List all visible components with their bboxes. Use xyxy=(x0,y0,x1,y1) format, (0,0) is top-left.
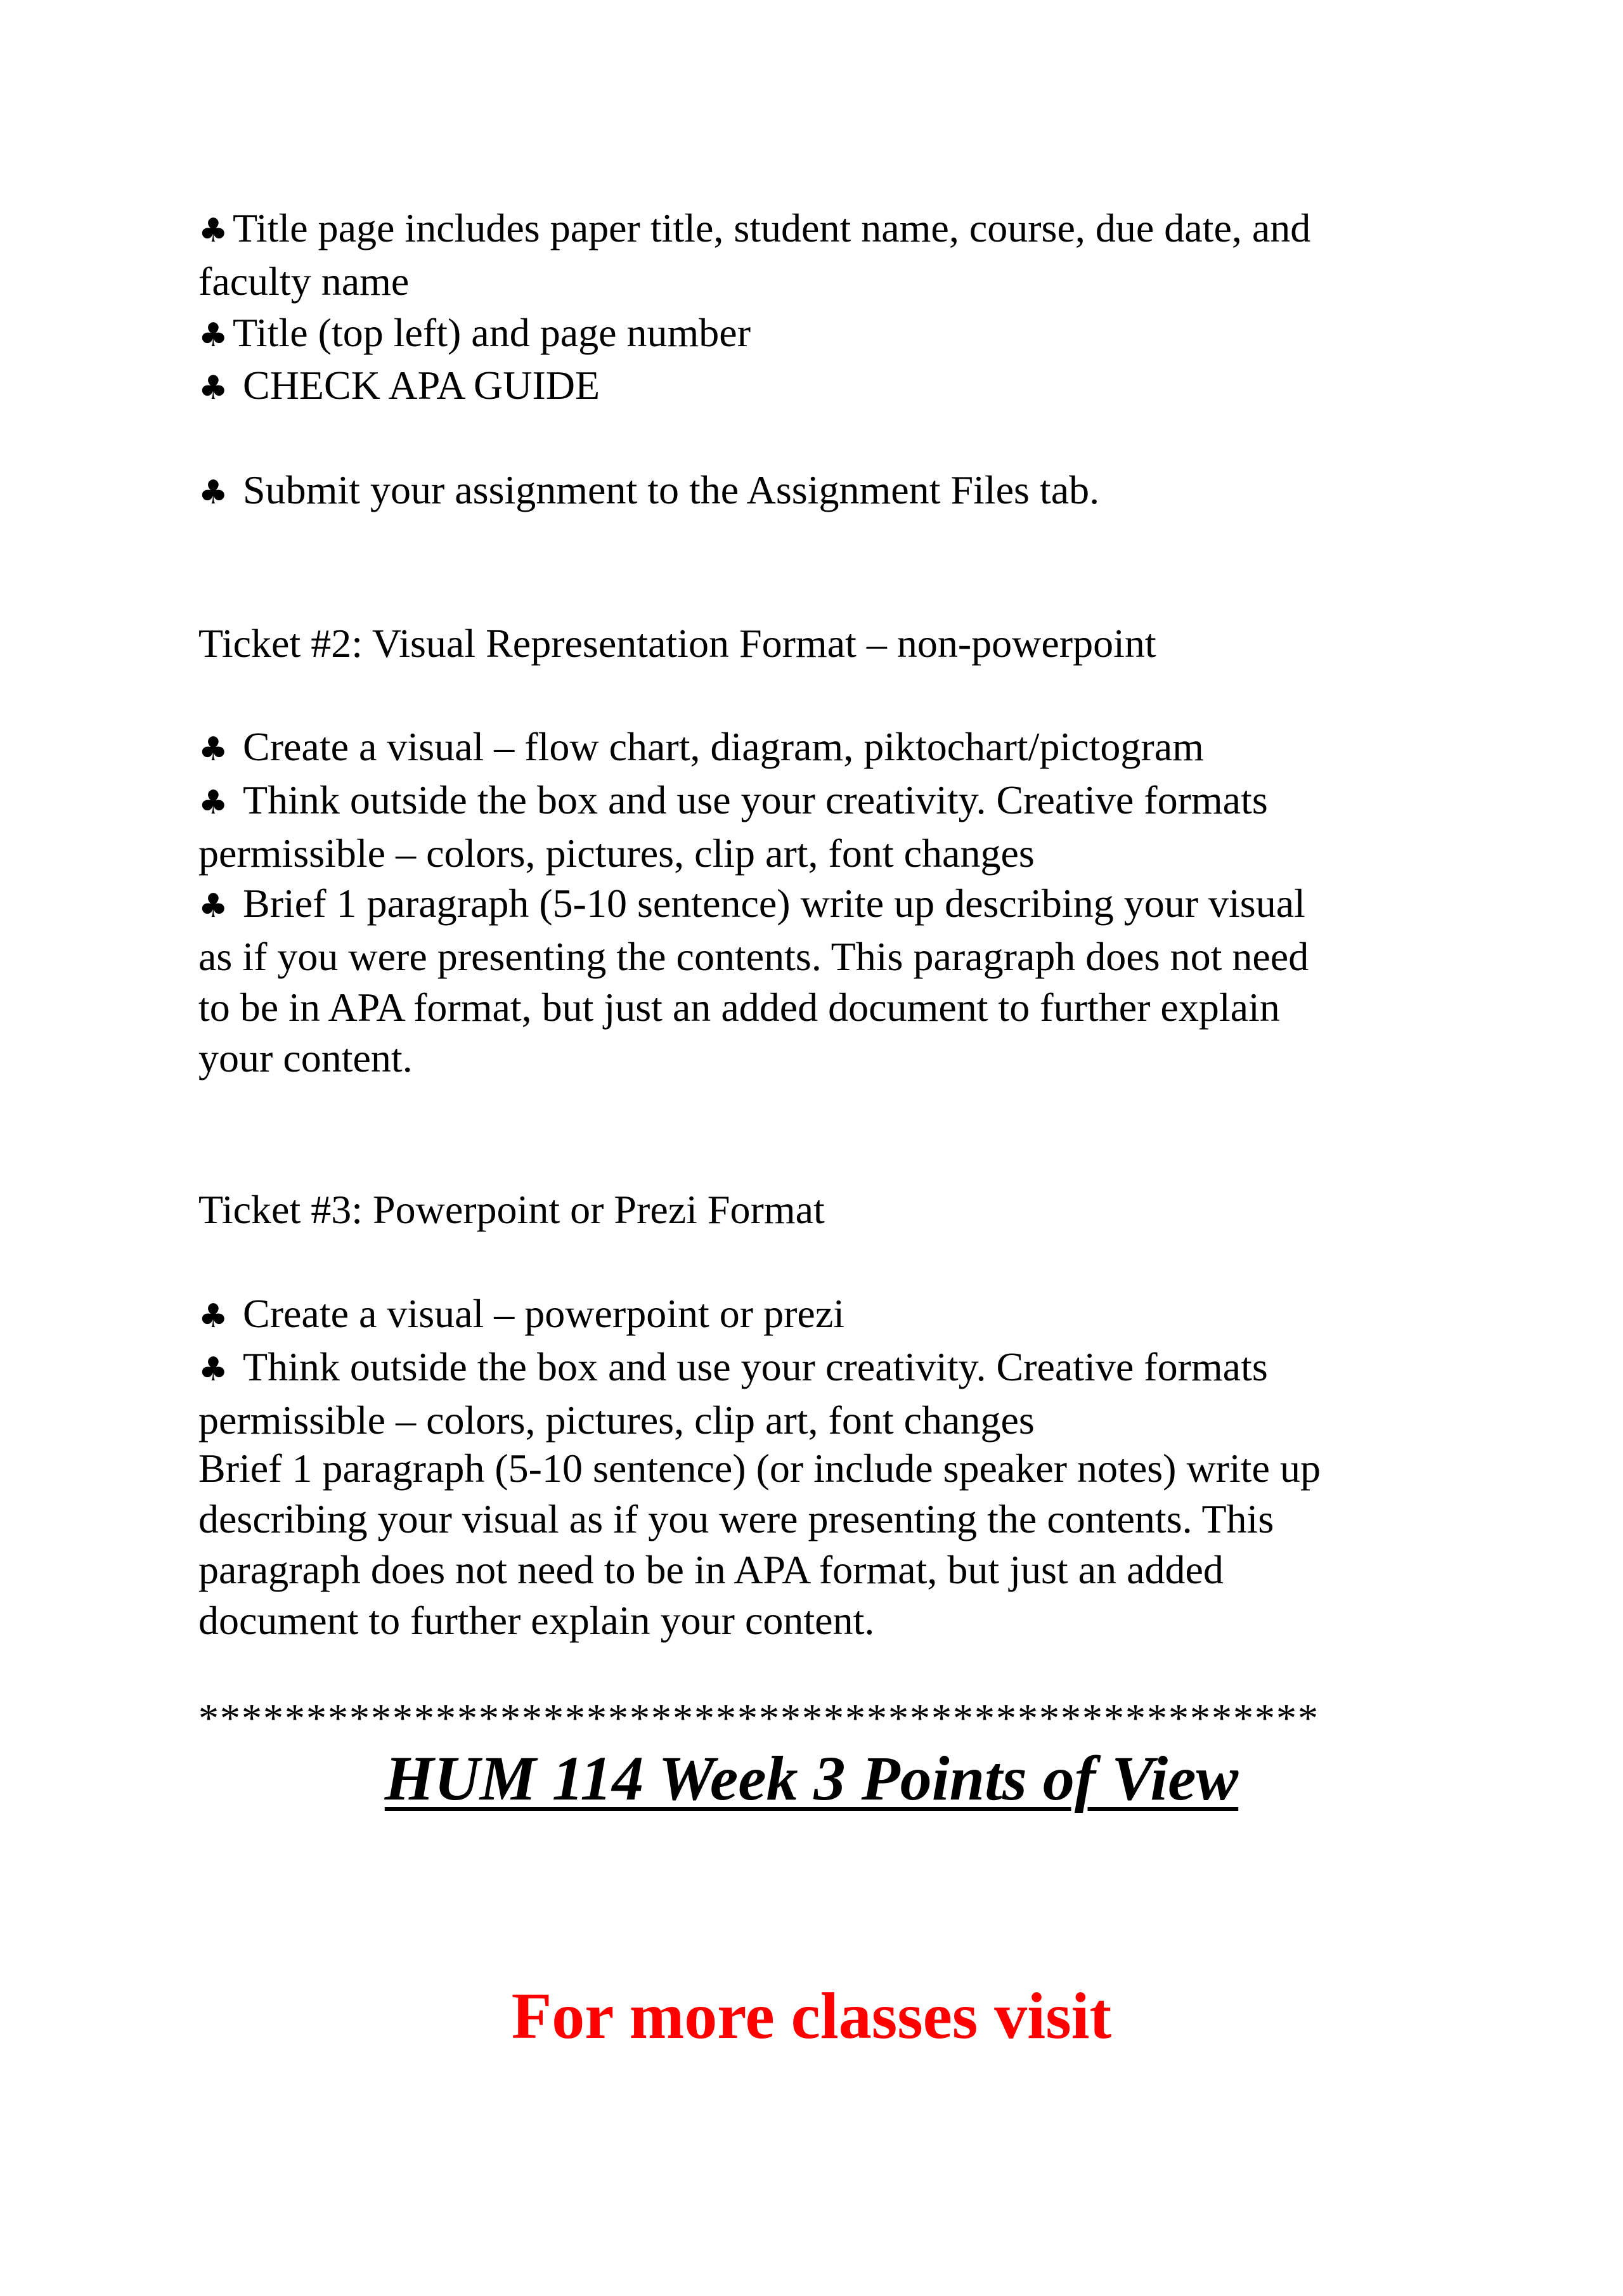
ticket3-heading: Ticket #3: Powerpoint or Prezi Format xyxy=(198,1187,825,1232)
ticket3-item-think-outside xyxy=(198,1342,1441,1446)
bullet-line: Brief 1 paragraph (5-10 sentence) write up describing your visual xyxy=(243,881,1305,926)
ticket2-item-create-visual xyxy=(198,722,1441,775)
club-bullet-icon: ♣ xyxy=(198,212,228,250)
document-title: HUM 114 Week 3 Points of View xyxy=(384,1743,1239,1813)
club-bullet-icon: ♣ xyxy=(198,1297,228,1335)
bullet-item-submit xyxy=(198,465,1441,518)
bullet-line: faculty name xyxy=(198,259,410,304)
ticket2-item-brief-paragraph xyxy=(198,878,1441,1084)
club-bullet-icon: ♣ xyxy=(198,1351,228,1389)
bullet-line: Title page includes paper title, student name, course, due date, and xyxy=(233,205,1311,250)
bullet-line: CHECK APA GUIDE xyxy=(243,363,600,408)
ticket3-item-create-visual xyxy=(198,1288,1441,1342)
bullet-line: permissible – colors, pictures, clip art, font changes xyxy=(198,831,1035,876)
club-bullet-icon: ♣ xyxy=(198,369,228,407)
asterisk-separator: **************************************************** xyxy=(198,1696,1319,1741)
club-bullet-icon: ♣ xyxy=(198,784,228,822)
paragraph-line: document to further explain your content. xyxy=(198,1598,875,1643)
ticket2-heading: Ticket #2: Visual Representation Format – non-powerpoint xyxy=(198,621,1156,666)
bullet-line: to be in APA format, but just an added document to further explain xyxy=(198,985,1280,1030)
promo-text: For more classes visit xyxy=(511,1980,1112,2053)
bullet-line: Think outside the box and use your creativity. Creative formats xyxy=(243,1344,1268,1389)
bullet-line: permissible – colors, pictures, clip art, font changes xyxy=(198,1398,1035,1443)
bullet-line: Submit your assignment to the Assignment Files tab. xyxy=(243,467,1100,512)
bullet-item-title-page xyxy=(198,203,1441,307)
ticket3-paragraph xyxy=(198,1443,1441,1646)
paragraph-line: describing your visual as if you were presenting the contents. This xyxy=(198,1496,1274,1541)
club-bullet-icon: ♣ xyxy=(198,730,228,769)
bullet-line: as if you were presenting the contents. This paragraph does not need xyxy=(198,934,1309,979)
bullet-line: Think outside the box and use your creativity. Creative formats xyxy=(243,777,1268,822)
club-bullet-icon: ♣ xyxy=(198,887,228,925)
bullet-line: your content. xyxy=(198,1035,413,1080)
club-bullet-icon: ♣ xyxy=(198,474,228,512)
paragraph-line: Brief 1 paragraph (5-10 sentence) (or include speaker notes) write up xyxy=(198,1446,1321,1491)
bullet-line: Create a visual – powerpoint or prezi xyxy=(243,1291,844,1336)
paragraph-line: paragraph does not need to be in APA format, but just an added xyxy=(198,1547,1224,1592)
bullet-line: Create a visual – flow chart, diagram, piktochart/pictogram xyxy=(243,724,1204,769)
club-bullet-icon: ♣ xyxy=(198,316,228,354)
bullet-line: Title (top left) and page number xyxy=(233,310,751,355)
bullet-item-check-apa xyxy=(198,360,1441,413)
ticket2-item-think-outside xyxy=(198,775,1441,879)
bullet-item-title-page-number xyxy=(198,308,1441,361)
